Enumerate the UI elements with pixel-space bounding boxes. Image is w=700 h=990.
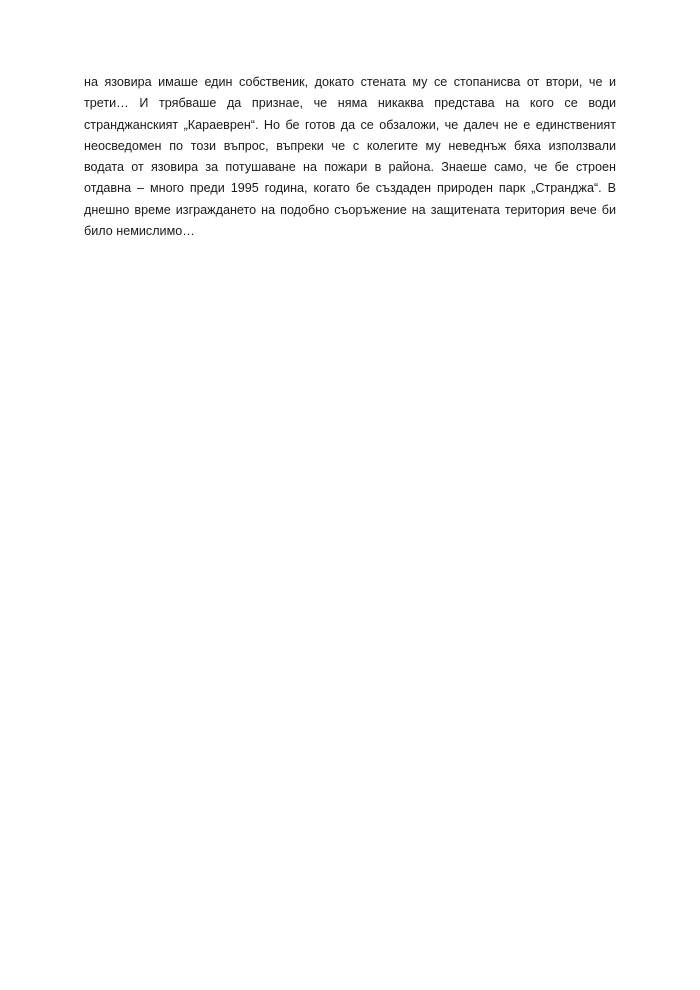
paragraph-line: странджанският „Караеврен“. Но бе готов да се обзаложи, че далеч не е единственият	[84, 117, 616, 132]
paragraph-line: водата от язовира за потушаване на пожари в района. Знаеше само, че бе строен	[84, 160, 616, 175]
paragraph-line: било немислимо…	[84, 224, 195, 239]
paragraph-line: отдавна – много преди 1995 година, когато бе създаден природен парк „Странджа“. В	[84, 181, 616, 196]
paragraph-line: трети… И трябваше да признае, че няма никаква представа на кого се води	[84, 96, 616, 111]
paragraph-line: неосведомен по този въпрос, въпреки че с колегите му неведнъж бяха използвали	[84, 138, 616, 153]
body-paragraph	[84, 72, 616, 242]
paragraph-line: днешно време изграждането на подобно съоръжение на защитената територия вече би	[84, 202, 616, 217]
paragraph-line: на язовира имаше един собственик, докато стената му се стопанисва от втори, че и	[84, 75, 616, 89]
